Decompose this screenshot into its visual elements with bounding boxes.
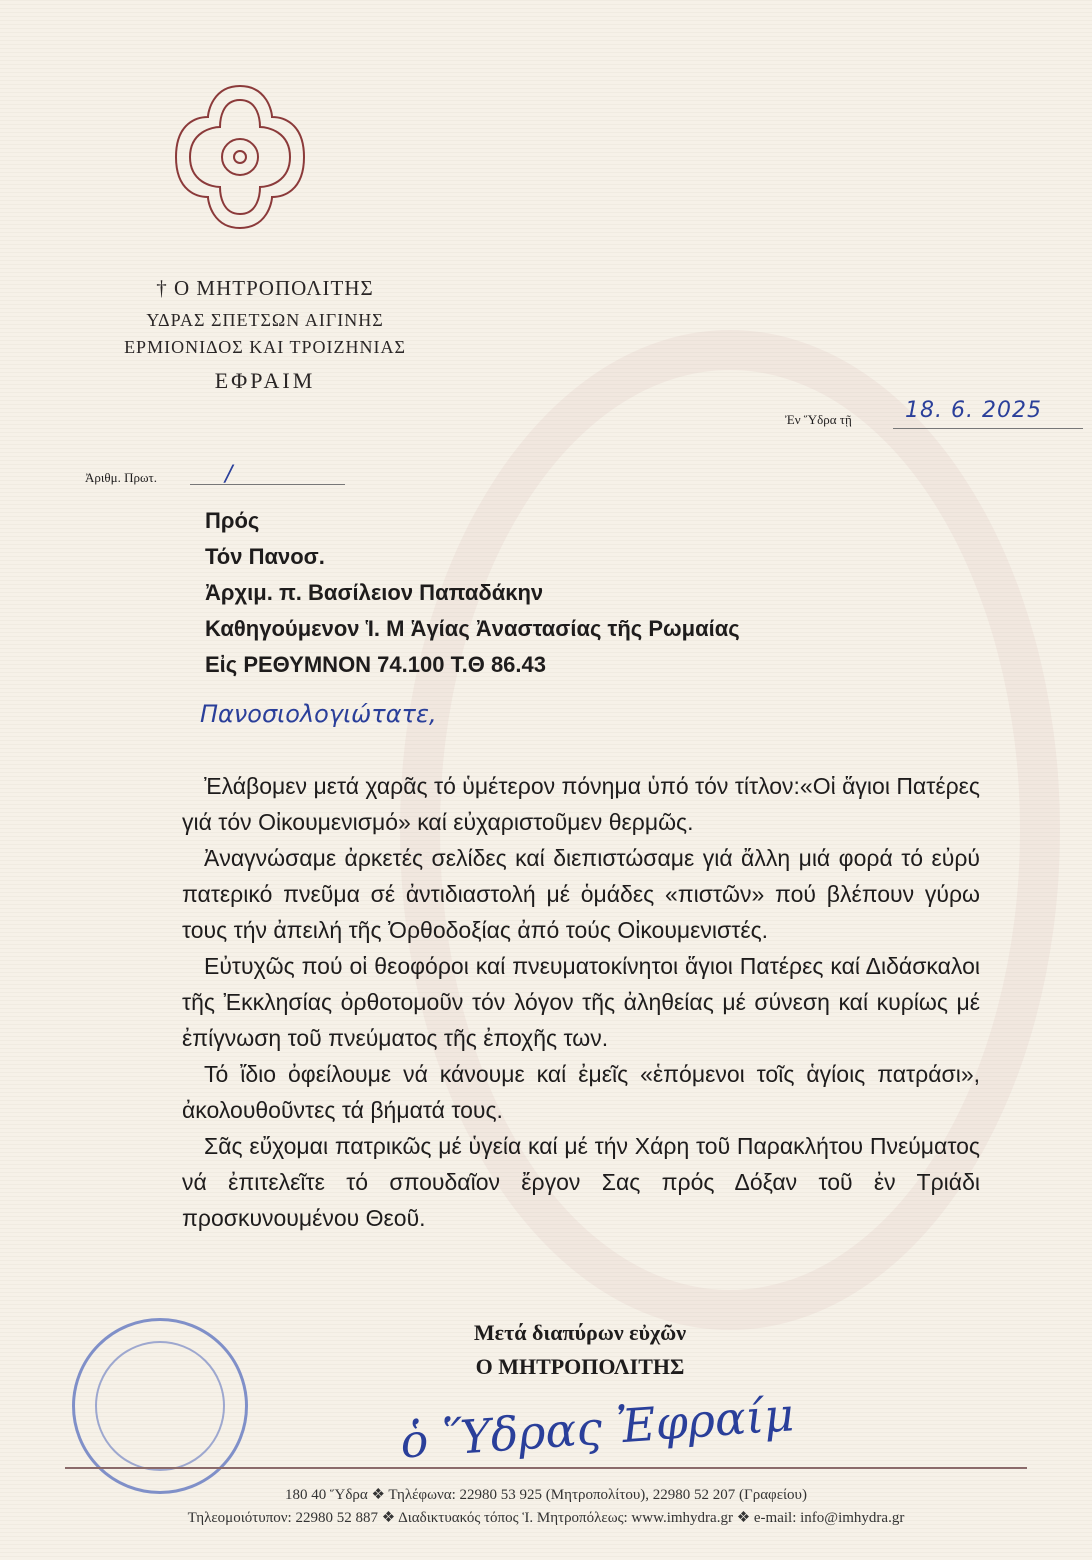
footer-contact-line2: Τηλεομοιότυπον: 22980 52 887 ❖ Διαδικτυακός τόπος Ἱ. Μητροπόλεως: www.imhydra.gr ❖ e-mail: info@imhydra.gr bbox=[187, 1510, 905, 1526]
body-paragraph: Σᾶς εὔχομαι πατρικῶς μέ ὑγεία καί μέ τήν Χάρη τοῦ Παρακλήτου Πνεύματος νά ἐπιτελεῖτε τό σπουδαῖον ἔργον Σας πρός Δόξαν τοῦ ἐν Τριάδι προσκυνουμένου Θεοῦ. bbox=[182, 1133, 980, 1231]
body-paragraph: Ἐλάβομεν μετά χαρᾶς τό ὑμέτερον πόνημα ὑπό τόν τίτλον:«Οἱ ἅγιοι Πατέρες γιά τόν Οἰκουμενισμό» καί εὐχαριστοῦμεν θερμῶς. bbox=[182, 773, 980, 835]
address-line: Τόν Πανοσ. bbox=[205, 544, 325, 569]
protocol-value: / bbox=[225, 462, 233, 487]
handwritten-greeting: Πανοσιολογιώτατε, bbox=[200, 700, 437, 728]
letter-body bbox=[182, 768, 980, 1236]
header-title: † Ο ΜΗΤΡΟΠΟΛΙΤΗΣ bbox=[156, 276, 374, 300]
body-paragraph: Ἀναγνώσαμε ἀρκετές σελίδες καί διεπιστώσαμε γιά ἄλλη μιά φορά τό εὐρύ πατερικό πνεῦμα σέ ἀντιδιαστολή μέ ὁμάδες «πιστῶν» πού βλέπουν γύρω τους τήν ἀπειλή τῆς Ὀρθοδοξίας ἀπό τούς Οἰκουμενιστές. bbox=[182, 845, 980, 943]
address-line: Ἀρχιμ. π. Βασίλειον Παπαδάκην bbox=[205, 580, 544, 605]
date-value: 18. 6. 2025 bbox=[905, 398, 1042, 423]
header-see-line1: ΥΔΡΑΣ ΣΠΕΤΣΩΝ ΑΙΓΙΝΗΣ bbox=[146, 310, 384, 330]
protocol-label: Ἀριθμ. Πρωτ. bbox=[85, 470, 157, 485]
date-line bbox=[893, 428, 1083, 429]
body-paragraph: Εὐτυχῶς πού οἱ θεοφόροι καί πνευματοκίνητοι ἅγιοι Πατέρες καί Διδάσκαλοι τῆς Ἐκκλησίας ὀρθοτομοῦν τόν λόγον τῆς ἀληθείας μέ σύνεση καί κυρίως μέ ἐπίγνωση τοῦ πνεύματος τῆς ἐποχῆς των. bbox=[182, 953, 980, 1051]
footer-divider bbox=[65, 1467, 1027, 1469]
address-line: Καθηγούμενον Ἱ. Μ Ἁγίας Ἀναστασίας τῆς Ρωμαίας bbox=[205, 616, 740, 641]
closing-title: Ο ΜΗΤΡΟΠΟΛΙΤΗΣ bbox=[475, 1354, 685, 1379]
date-label: Ἐν Ὕδρα τῇ bbox=[785, 412, 852, 427]
body-paragraph: Τό ἴδιο ὀφείλουμε νά κάνουμε καί ἐμεῖς «ἑπόμενοι τοῖς ἁγίοις πατράσι», ἀκολουθοῦντες τά βήματά τους. bbox=[182, 1061, 980, 1123]
header-see-line2: ΕΡΜΙΟΝΙΔΟΣ ΚΑΙ ΤΡΟΙΖΗΝΙΑΣ bbox=[124, 337, 406, 357]
address-line: Εἰς ΡΕΘΥΜΝΟΝ 74.100 Τ.Θ 86.43 bbox=[205, 652, 546, 677]
protocol-line bbox=[190, 484, 345, 485]
footer-contact-line1: 180 40 Ὕδρα ❖ Τηλέφωνα: 22980 53 925 (Μητροπολίτου), 22980 52 207 (Γραφείου) bbox=[285, 1487, 807, 1503]
recipient-address bbox=[205, 503, 965, 683]
closing bbox=[380, 1316, 780, 1384]
handwritten-signature: ὁ Ὕδρας Ἐφραίμ bbox=[398, 1387, 796, 1469]
address-line: Πρός bbox=[205, 508, 260, 533]
closing-wishes: Μετά διαπύρων εὐχῶν bbox=[473, 1320, 687, 1345]
header-name: ΕΦΡΑΙΜ bbox=[214, 368, 316, 393]
metropolis-seal-logo bbox=[172, 82, 308, 232]
